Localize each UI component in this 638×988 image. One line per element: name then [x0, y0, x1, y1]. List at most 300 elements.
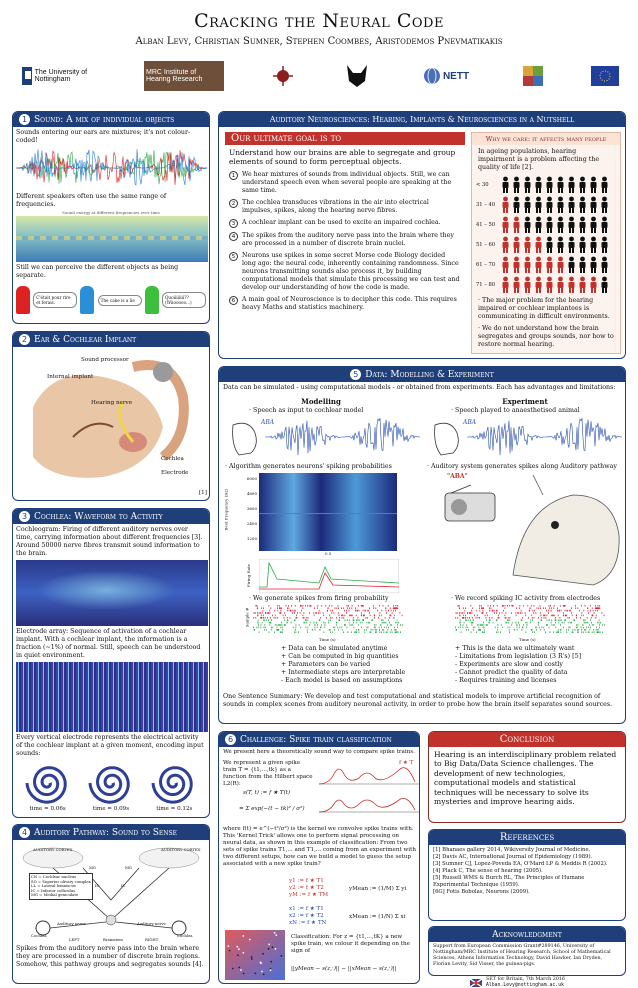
- model-raster: [253, 605, 403, 635]
- spike-mark: [373, 629, 374, 631]
- spike-mark: [478, 629, 479, 631]
- reference-item: [2] Davis AC, International Journal of Epidemiology (1989).: [433, 854, 593, 860]
- person-icon: [588, 196, 599, 214]
- spike-mark: [354, 631, 355, 633]
- spike-mark: [284, 619, 285, 621]
- spike-mark: [358, 619, 359, 621]
- spike-mark: [390, 607, 391, 609]
- spike-mark: [339, 617, 340, 619]
- authors: Alban Levy, Christian Sumner, Stephen Coombes, Aristodemos Pnevmatikakis: [135, 36, 503, 47]
- spike-mark: [479, 627, 480, 629]
- spike-mark: [338, 612, 339, 614]
- person-icon: [566, 196, 577, 214]
- spike-mark: [380, 612, 381, 614]
- spike-mark: [291, 622, 292, 624]
- spike-mark: [395, 622, 396, 624]
- spike-mark: [466, 629, 467, 631]
- spike-mark: [482, 610, 483, 612]
- spike-mark: [597, 622, 598, 624]
- spike-mark: [532, 619, 533, 621]
- label-cortex-left: AUDITORY CORTEX: [33, 847, 73, 852]
- person-icon: [555, 216, 566, 234]
- scatter-point: [268, 948, 270, 950]
- spike-mark: [265, 617, 266, 619]
- spiral-2: [88, 760, 134, 806]
- spike-mark: [349, 619, 350, 621]
- spike-mark: [343, 607, 344, 609]
- spike-mark: [585, 622, 586, 624]
- spike-mark: [483, 622, 484, 624]
- spike-mark: [315, 624, 316, 626]
- spike-mark: [493, 605, 494, 607]
- person-icon: [555, 256, 566, 274]
- spike-mark: [355, 631, 356, 633]
- spike-mark: [397, 622, 398, 624]
- person-icon: [588, 216, 599, 234]
- spike-mark: [282, 627, 283, 629]
- spike-mark: [265, 627, 266, 629]
- spike-mark: [468, 629, 469, 631]
- spike-mark: [510, 627, 511, 629]
- spike-mark: [477, 624, 478, 626]
- spike-mark: [326, 617, 327, 619]
- spike-mark: [597, 631, 598, 633]
- spike-mark: [379, 631, 380, 633]
- spike-mark: [568, 617, 569, 619]
- spike-mark: [509, 629, 510, 631]
- spike-mark: [318, 605, 319, 607]
- label-nerve-left: Auditory nerve: [57, 921, 86, 926]
- spike-mark: [467, 617, 468, 619]
- spike-mark: [518, 622, 519, 624]
- spike-mark: [489, 619, 490, 621]
- cochlea-heading: 3 Cochlea: Waveform to Activity: [13, 509, 209, 524]
- spike-mark: [557, 610, 558, 612]
- spike-mark: [560, 605, 561, 607]
- spike-mark: [560, 624, 561, 626]
- scatter-point: [268, 944, 270, 946]
- data-heading: 5 Data: Modelling & Experiment: [219, 367, 625, 382]
- spike-mark: [384, 631, 385, 633]
- spike-mark: [301, 610, 302, 612]
- spike-mark: [280, 612, 281, 614]
- spike-mark: [461, 631, 462, 633]
- spike-mark: [551, 607, 552, 609]
- age-row: [476, 235, 616, 255]
- scatter-point: [260, 962, 262, 964]
- person-icon: [511, 216, 522, 234]
- cochlea-panel: [12, 508, 210, 818]
- spike-mark: [509, 631, 510, 633]
- spike-mark: [552, 615, 553, 617]
- spike-mark: [376, 631, 377, 633]
- crest-icon: [20, 65, 32, 87]
- spike-mark: [545, 617, 546, 619]
- spike-mark: [599, 605, 600, 607]
- spike-mark: [592, 624, 593, 626]
- spike-mark: [381, 627, 382, 629]
- spike-mark: [546, 610, 547, 612]
- age-row: [476, 255, 616, 275]
- spike-mark: [325, 605, 326, 607]
- pathway-legend: CN = Cochlear nucleus SO = Superior olivary complex LL = Lateral lemniscus IC = Inferior colliculus MG = Medial geniculate: [29, 873, 93, 900]
- spike-mark: [267, 612, 268, 614]
- eu-logo: [590, 61, 620, 91]
- spike-mark: [530, 607, 531, 609]
- cochleogram-plot: [16, 560, 208, 626]
- scatter-point: [238, 967, 240, 969]
- spike-mark: [300, 612, 301, 614]
- sound-text-3: Still we can perceive the different objects as being separate.: [16, 264, 179, 279]
- spike-mark: [347, 605, 348, 607]
- spike-mark: [280, 631, 281, 633]
- spike-mark: [470, 612, 471, 614]
- data-intro: Data can be simulated - using computational models - or obtained from experiments. Each has advantages and limitations:: [223, 384, 616, 391]
- spike-mark: [499, 617, 500, 619]
- challenge-p1: We represent a given spike train T = {t1,...,tk} as a function from the Hilbert space L2(R):: [223, 760, 313, 787]
- why-text-3: · We do not understand how the brain segregates and groups sounds, nor how to restore normal hearing.: [478, 325, 614, 348]
- spike-mark: [296, 631, 297, 633]
- spike-mark: [256, 605, 257, 607]
- spike-mark: [295, 610, 296, 612]
- spike-mark: [350, 615, 351, 617]
- scatter-point: [240, 969, 242, 971]
- spike-mark: [498, 627, 499, 629]
- spike-mark: [257, 622, 258, 624]
- spike-mark: [587, 617, 588, 619]
- spike-mark: [553, 631, 554, 633]
- spike-mark: [569, 627, 570, 629]
- spike-mark: [599, 619, 600, 621]
- spike-mark: [354, 627, 355, 629]
- spike-mark: [395, 631, 396, 633]
- person-icon: [533, 216, 544, 234]
- spike-mark: [254, 629, 255, 631]
- spike-mark: [306, 627, 307, 629]
- ear-ref: [1]: [199, 490, 207, 496]
- neuro-item: 1 We hear mixtures of sounds from individual objects. Still, we can understand speech even when several people are speaking at the same time.: [229, 171, 461, 195]
- spike-mark: [363, 610, 364, 612]
- spike-mark: [587, 607, 588, 609]
- label-brainstem: Brainstem: [103, 937, 123, 942]
- y-equations: y1 := f ★ T1 y2 := f ★ T2 yM := f ★ TM: [289, 878, 329, 898]
- scatter-point: [227, 945, 229, 947]
- spike-mark: [547, 619, 548, 621]
- spike-mark: [498, 631, 499, 633]
- spike-mark: [363, 615, 364, 617]
- reference-item: [1] Bhanaes gallery 2014, Wikiversity Journal of Medicine.: [433, 847, 591, 853]
- radio-icon: [441, 483, 501, 525]
- speech-bubble-1: C'était pour rire et ferais.: [33, 292, 77, 308]
- spike-mark: [469, 612, 470, 614]
- spike-mark: [578, 631, 579, 633]
- spike-mark: [319, 610, 320, 612]
- spike-mark: [464, 622, 465, 624]
- spike-mark: [581, 631, 582, 633]
- spike-mark: [567, 610, 568, 612]
- spike-mark: [282, 624, 283, 626]
- spike-mark: [269, 631, 270, 633]
- spike-mark: [482, 631, 483, 633]
- spike-mark: [585, 629, 586, 631]
- footer-email[interactable]: Alban.Levy@nottingham.ac.uk: [486, 982, 564, 988]
- spike-mark: [371, 629, 372, 631]
- goal-heading: Our ultimate goal is to: [225, 132, 465, 145]
- spike-mark: [329, 629, 330, 631]
- spike-mark: [531, 615, 532, 617]
- spike-mark: [593, 624, 594, 626]
- spike-mark: [485, 615, 486, 617]
- spike-mark: [280, 610, 281, 612]
- speech-bubble-2: The cake is a lie: [98, 295, 142, 306]
- spike-mark: [511, 624, 512, 626]
- spike-mark: [293, 627, 294, 629]
- spike-mark: [347, 607, 348, 609]
- spike-mark: [305, 619, 306, 621]
- spike-mark: [545, 615, 546, 617]
- spike-mark: [381, 615, 382, 617]
- label-nerve-right: Auditory nerve: [137, 921, 166, 926]
- spike-mark: [309, 612, 310, 614]
- spike-mark: [395, 607, 396, 609]
- spike-mark: [558, 622, 559, 624]
- spike-mark: [537, 607, 538, 609]
- spike-mark: [546, 624, 547, 626]
- spike-mark: [394, 607, 395, 609]
- spike-mark: [466, 627, 467, 629]
- spike-mark: [570, 610, 571, 612]
- spike-mark: [384, 622, 385, 624]
- label-left: LEFT: [69, 937, 80, 942]
- spike-mark: [459, 615, 460, 617]
- person-icon: [511, 196, 522, 214]
- spike-mark: [375, 627, 376, 629]
- spike-mark: [315, 612, 316, 614]
- spike-mark: [577, 629, 578, 631]
- spike-mark: [534, 610, 535, 612]
- spike-mark: [583, 610, 584, 612]
- person-icon: [599, 236, 610, 254]
- xmean-formula: xMean := (1/N) Σ xi: [349, 914, 406, 920]
- spike-mark: [296, 615, 297, 617]
- spike-mark: [508, 622, 509, 624]
- spike-mark: [481, 624, 482, 626]
- spike-mark: [395, 610, 396, 612]
- spike-mark: [261, 615, 262, 617]
- person-icon: [599, 276, 610, 294]
- spike-mark: [383, 622, 384, 624]
- spike-mark: [508, 619, 509, 621]
- references-panel: [428, 829, 626, 921]
- spike-mark: [480, 629, 481, 631]
- spike-mark: [506, 622, 507, 624]
- spike-mark: [520, 605, 521, 607]
- spike-mark: [486, 619, 487, 621]
- spike-mark: [387, 631, 388, 633]
- spike-mark: [296, 627, 297, 629]
- model-step-1: · Speech as input to cochlear model: [249, 407, 364, 414]
- spike-mark: [308, 627, 309, 629]
- spike-mark: [547, 615, 548, 617]
- spike-mark: [342, 615, 343, 617]
- spike-mark: [258, 619, 259, 621]
- spike-mark: [347, 627, 348, 629]
- spike-mark: [536, 627, 537, 629]
- spike-mark: [359, 629, 360, 631]
- spike-mark: [361, 612, 362, 614]
- spike-mark: [308, 617, 309, 619]
- person-icon: [500, 236, 511, 254]
- spike-mark: [596, 629, 597, 631]
- spike-mark: [585, 605, 586, 607]
- spike-mark: [263, 617, 264, 619]
- spike-mark: [488, 605, 489, 607]
- spike-mark: [379, 629, 380, 631]
- spike-mark: [328, 622, 329, 624]
- spike-mark: [341, 627, 342, 629]
- spike-mark: [386, 622, 387, 624]
- cat-icon: [345, 63, 369, 89]
- spike-mark: [541, 617, 542, 619]
- spike-mark: [360, 622, 361, 624]
- person-icon: [533, 176, 544, 194]
- spike-mark: [281, 607, 282, 609]
- spike-mark: [581, 605, 582, 607]
- spike-mark: [517, 612, 518, 614]
- spike-mark: [545, 607, 546, 609]
- spike-mark: [345, 619, 346, 621]
- spike-mark: [462, 612, 463, 614]
- spike-mark: [544, 617, 545, 619]
- person-icon: [566, 236, 577, 254]
- spike-mark: [272, 627, 273, 629]
- spike-mark: [576, 617, 577, 619]
- spike-mark: [584, 622, 585, 624]
- spike-mark: [463, 607, 464, 609]
- spike-mark: [506, 617, 507, 619]
- footer-event: SET for Britain, 7th March 2016: [486, 977, 565, 983]
- label-ic-right: IC: [121, 883, 126, 888]
- exp-step-1: · Speech played to anaesthetised animal: [451, 407, 580, 414]
- spike-mark: [357, 610, 358, 612]
- challenge-panel: [218, 731, 420, 984]
- spike-mark: [571, 607, 572, 609]
- spike-mark: [508, 627, 509, 629]
- spike-mark: [353, 617, 354, 619]
- spike-mark: [356, 619, 357, 621]
- spike-mark: [472, 607, 473, 609]
- spike-mark: [576, 627, 577, 629]
- spike-mark: [479, 624, 480, 626]
- raster-xlabel-left: Time (s): [319, 637, 336, 642]
- spike-mark: [583, 627, 584, 629]
- aba-label-left: ABA: [261, 419, 275, 426]
- spike-mark: [332, 610, 333, 612]
- red-speaker-icon: [16, 286, 30, 314]
- spike-mark: [479, 617, 480, 619]
- spike-mark: [388, 610, 389, 612]
- spike-mark: [347, 631, 348, 633]
- spike-mark: [382, 629, 383, 631]
- spike-mark: [512, 605, 513, 607]
- spike-mark: [574, 619, 575, 621]
- spike-mark: [333, 627, 334, 629]
- person-icon: [577, 256, 588, 274]
- spike-mark: [517, 629, 518, 631]
- spike-mark: [505, 607, 506, 609]
- spike-mark: [455, 617, 456, 619]
- spike-mark: [560, 617, 561, 619]
- spike-mark: [253, 627, 254, 629]
- time-label-3: time = 0.12s: [156, 806, 193, 812]
- label-cochlea-right: Cochlea: [177, 933, 193, 938]
- spike-mark: [553, 624, 554, 626]
- spike-mark: [527, 605, 528, 607]
- spike-mark: [456, 612, 457, 614]
- person-icon: [533, 276, 544, 294]
- spike-mark: [378, 617, 379, 619]
- spike-mark: [497, 605, 498, 607]
- sound-panel: [12, 111, 210, 324]
- spike-mark: [257, 612, 258, 614]
- electrode-plot: [16, 662, 208, 732]
- scatter-point: [251, 956, 253, 958]
- spike-mark: [597, 610, 598, 612]
- spike-mark: [277, 624, 278, 626]
- spike-mark: [306, 617, 307, 619]
- label-sound-processor: Sound processor: [81, 357, 129, 363]
- spike-mark: [519, 624, 520, 626]
- spike-mark: [597, 629, 598, 631]
- neuron-logo: [268, 61, 298, 91]
- spike-mark: [386, 631, 387, 633]
- person-icon: [500, 176, 511, 194]
- animal-head-icon: [435, 423, 459, 455]
- spike-mark: [570, 622, 571, 624]
- spike-mark: [396, 631, 397, 633]
- spike-mark: [459, 612, 460, 614]
- spike-mark: [352, 605, 353, 607]
- waveform-trace: [16, 150, 207, 184]
- spike-mark: [318, 612, 319, 614]
- spike-mark: [565, 615, 566, 617]
- spike-mark: [600, 631, 601, 633]
- spike-mark: [332, 617, 333, 619]
- spike-mark: [343, 615, 344, 617]
- spike-mark: [352, 615, 353, 617]
- spike-mark: [362, 622, 363, 624]
- spike-mark: [592, 607, 593, 609]
- spike-mark: [594, 612, 595, 614]
- spike-mark: [483, 607, 484, 609]
- spike-mark: [365, 610, 366, 612]
- spike-mark: [522, 629, 523, 631]
- spike-mark: [540, 607, 541, 609]
- pathway-text: Spikes from the auditory nerve pass into the brain where they are processed in a number of discrete brain regions. Somehow, this pathway groups and segregates sounds [4].: [16, 945, 204, 968]
- spike-mark: [367, 610, 368, 612]
- spike-mark: [494, 612, 495, 614]
- spike-mark: [541, 619, 542, 621]
- spike-mark: [372, 619, 373, 621]
- spike-mark: [303, 605, 304, 607]
- spike-mark: [370, 615, 371, 617]
- spike-mark: [465, 617, 466, 619]
- spike-mark: [287, 610, 288, 612]
- spike-mark: [516, 607, 517, 609]
- spike-mark: [382, 622, 383, 624]
- spike-mark: [595, 607, 596, 609]
- exp-pros: + This is the data we ultimately want - Limitations from legislation (3 R's) [5] - Experiments are slow and costly - Cannot predict the quality of data - Requires training and licenses: [455, 645, 582, 684]
